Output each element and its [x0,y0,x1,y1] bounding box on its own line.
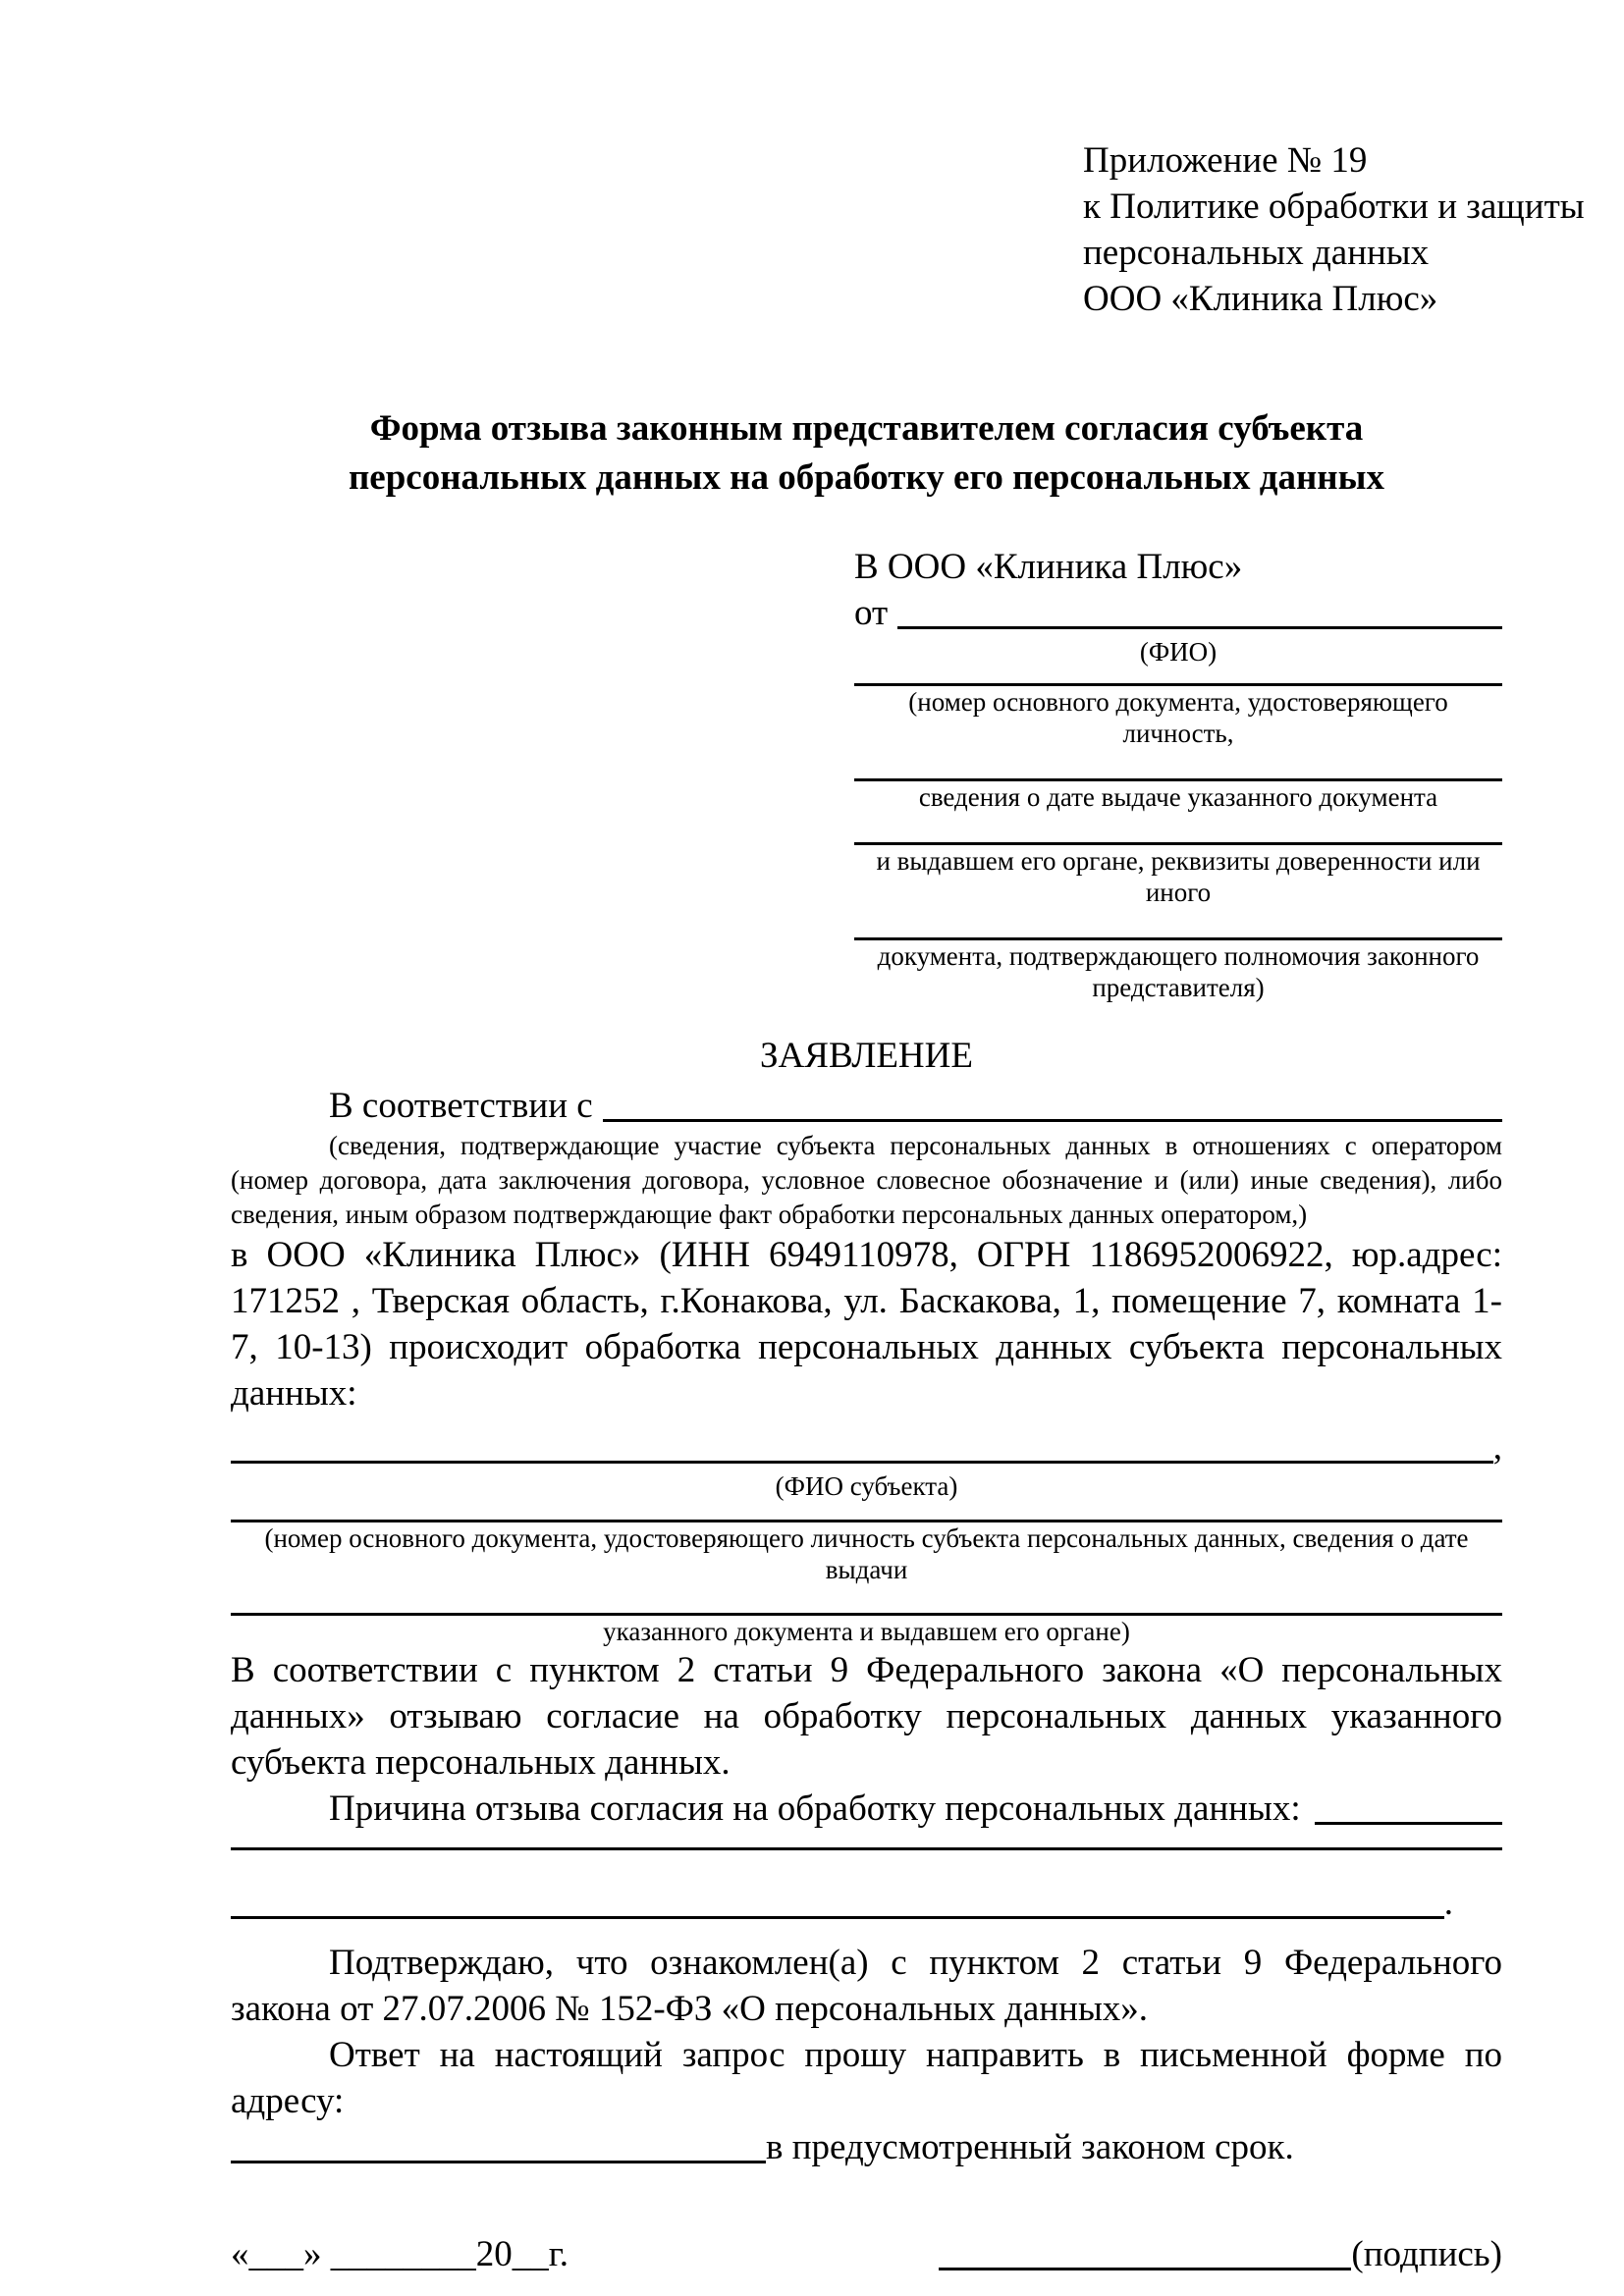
reply-paragraph: Ответ на настоящий запрос прошу направить в письменной форме по адресу: [231,2035,1502,2121]
addressee-block [854,544,1502,1003]
withdraw-paragraph: В соответствии с пунктом 2 статьи 9 Федерального закона «О персональных данных» отзываю согласие на обработку персональных данных указанного субъекта персональных данных. [231,1650,1502,1783]
form-title-line-2: персональных данных на обработку его персональных данных [348,457,1384,498]
issuing-authority-caption: и выдавшем его органе, реквизиты доверенности или иного [876,846,1481,907]
reason-blank-row-2 [231,1880,1453,1926]
statement-heading: ЗАЯВЛЕНИЕ [760,1036,973,1076]
reason-blank-line-1 [231,1847,1502,1850]
reason-blank-line-start [1315,1822,1502,1825]
subject-fio-comma: , [1492,1427,1502,1468]
appendix-line: Приложение № 19 [1083,140,1368,181]
from-label: от [854,593,889,633]
representative-name-blank-line [897,626,1502,629]
fio-caption: (ФИО) [1139,637,1218,667]
appendix-line: к Политике обработки и защиты [1083,187,1585,227]
intro-label: В соответствии с [329,1086,593,1126]
appendix-line: ООО «Клиника Плюс» [1083,279,1438,319]
relation-proof-caption: (сведения, подтверждающие участие субъекта персональных данных в отношениях с оператором (номер договора, дата заключения договора, условное словесное обозначение и (или) иные сведения), либо сведения, иным образом подтверждающие факт обработки персональных данных оператором,) [231,1131,1502,1229]
signature-blank-line [939,2268,1351,2270]
reply-address-blank-line [231,2161,766,2163]
reason-line-period: . [1443,1883,1453,1923]
confirm-paragraph: Подтверждаю, что ознакомлен(а) с пунктом 2 статьи 9 Федерального закона от 27.07.2006 № 152-ФЗ «О персональных данных». [231,1943,1502,2029]
subject-document-caption-1: (номер основного документа, удостоверяющего личность субъекта персональных данных, сведения о дате выдачи [264,1523,1469,1584]
form-title [231,404,1502,503]
date-field: «___» ________20__г. [231,2234,569,2274]
subject-fio-row [231,1424,1502,1470]
operator-paragraph: в ООО «Клиника Плюс» (ИНН 6949110978, ОГРН 1186952006922, юр.адрес: 171252 , Тверская область, г.Конакова, ул. Баскакова, 1, помещение 7, комната 1-7, 10-13) происходит обработка персональных данных субъекта персональных данных: [231,1235,1502,1414]
relation-proof-blank-line [603,1119,1502,1122]
document-issue-date-caption: сведения о дате выдаче указанного документа [918,782,1438,812]
representative-document-caption: (номер основного документа, удостоверяющего личность, [908,687,1448,748]
appendix-block [1083,137,1585,322]
subject-document-caption-2: указанного документа и выдавшем его органе) [603,1617,1130,1646]
signature-caption: (подпись) [1351,2234,1502,2274]
form-title-line-1: Форма отзыва законным представителем согласия субъекта [369,408,1364,449]
reason-blank-line-2 [231,1916,1444,1919]
subject-fio-caption: (ФИО субъекта) [775,1471,958,1501]
reply-suffix: в предусмотренный законом срок. [766,2127,1294,2167]
appendix-line: персональных данных [1083,233,1430,273]
reason-label: Причина отзыва согласия на обработку персональных данных: [329,1789,1301,1829]
reply-address-row [231,2124,1502,2170]
signature-group [939,2231,1502,2277]
addressee-organization: В ООО «Клиника Плюс» [854,547,1243,587]
subject-fio-blank-line [231,1461,1493,1464]
intro-row [231,1083,1502,1129]
reason-row [231,1786,1502,1832]
from-row [854,590,1502,636]
footer-row [231,2231,1502,2277]
power-of-attorney-caption: документа, подтверждающего полномочия законного представителя) [877,941,1480,1002]
